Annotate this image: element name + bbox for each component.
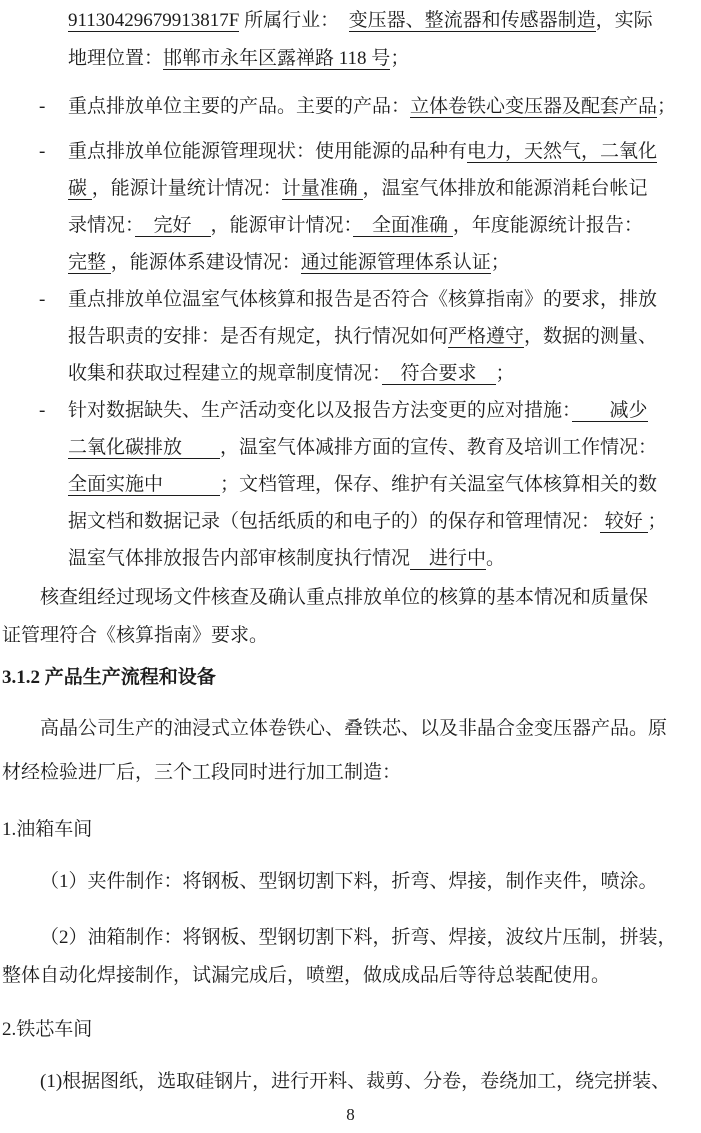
- text-segment: 地理位置：: [68, 48, 164, 69]
- paragraph: [2, 919, 701, 995]
- underlined-text-segment: 较好: [600, 511, 648, 532]
- text-line: [68, 88, 701, 125]
- bullet-list-item: [2, 133, 701, 281]
- text-segment: ；: [657, 96, 677, 117]
- text-line: [68, 429, 701, 466]
- text-line: [68, 540, 701, 577]
- bullet-list-item: [2, 281, 701, 392]
- text-segment: 重点排放单位能源管理现状：使用能源的品种有: [68, 141, 468, 162]
- underlined-text-segment: 进行中: [410, 548, 487, 569]
- underlined-text-segment: 完整: [68, 252, 111, 273]
- underlined-text-segment: 全面准确: [353, 215, 453, 236]
- text-line: [2, 617, 701, 655]
- text-segment: ；: [390, 48, 410, 69]
- text-segment: 3.1.2 产品生产流程和设备: [2, 667, 216, 688]
- underlined-text-segment: 电力，天然气，二氧化: [467, 141, 658, 162]
- text-segment: ，能源审计情况：: [210, 215, 354, 236]
- text-segment: 1.油箱车间: [2, 819, 93, 840]
- text-line: [68, 2, 701, 40]
- text-line: [68, 503, 701, 540]
- text-line: [68, 40, 701, 78]
- section-heading: [2, 659, 701, 697]
- text-segment: 针对数据缺失、生产活动变化以及报告方法变更的应对措施：: [68, 400, 572, 421]
- text-segment: ；文档管理，保存、维护有关温室气体核算相关的数: [220, 474, 658, 495]
- text-line: [68, 466, 701, 503]
- text-line: [2, 751, 701, 795]
- text-segment: 重点排放单位主要的产品。主要的产品：: [68, 96, 411, 117]
- text-line: [68, 392, 701, 429]
- text-segment: 2.铁芯车间: [2, 1019, 93, 1040]
- text-line: [2, 1011, 701, 1049]
- paragraph: [2, 1011, 701, 1049]
- text-segment: ，数据的测量、: [524, 326, 658, 347]
- text-line: [68, 281, 701, 318]
- text-segment: 温室气体排放报告内部审核制度执行情况: [68, 548, 411, 569]
- paragraph: [2, 1063, 701, 1101]
- text-segment: 录情况：: [68, 215, 135, 236]
- text-segment: 收集和获取过程建立的规章制度情况：: [68, 363, 382, 384]
- underlined-text-segment: 二氧化碳排放: [68, 437, 221, 458]
- text-segment: 材经检验进厂后，三个工段同时进行加工制造：: [2, 762, 402, 783]
- text-line: [68, 207, 701, 244]
- text-segment: (1)根据图纸，选取硅钢片，进行开料、裁剪、分卷，卷绕加工，绕完拼装、: [40, 1071, 671, 1092]
- text-line: [68, 170, 701, 207]
- text-segment: ，实际: [595, 10, 653, 31]
- underlined-text-segment: 邯郸市永年区露禅路 118 号: [163, 48, 391, 69]
- text-segment: ，温室气体减排方面的宣传、教育及培训工作情况：: [220, 437, 658, 458]
- text-segment: ，温室气体排放和能源消耗台帐记: [362, 178, 648, 199]
- text-segment: 整体自动化焊接制作，试漏完成后，喷塑，做成成品后等待总装配使用。: [2, 965, 611, 986]
- text-line: [2, 1063, 701, 1101]
- text-segment: ，年度能源统计报告：: [452, 215, 643, 236]
- underlined-text-segment: 完好: [134, 215, 211, 236]
- underlined-text-segment: 严格遵守: [448, 326, 525, 347]
- underlined-text-segment: 符合要求: [381, 363, 496, 384]
- text-line: [68, 355, 701, 392]
- bullet-dash-icon: -: [39, 289, 46, 310]
- text-line: [2, 579, 701, 617]
- bullet-dash-icon: -: [39, 400, 46, 421]
- paragraph: [2, 707, 701, 795]
- text-segment: 所属行业：: [239, 10, 349, 31]
- paragraph: [2, 2, 701, 78]
- text-line: [68, 133, 701, 170]
- paragraph: [2, 811, 701, 849]
- text-segment: ，能源体系建设情况：: [110, 252, 301, 273]
- underlined-text-segment: 91130429679913817F: [68, 10, 240, 31]
- text-segment: 证管理符合《核算指南》要求。: [2, 625, 269, 646]
- text-segment: ；: [495, 363, 515, 384]
- paragraph: [2, 863, 701, 901]
- underlined-text-segment: 全面实施中: [68, 474, 221, 495]
- bullet-list-item: [2, 392, 701, 577]
- text-line: [68, 244, 701, 281]
- page-number: 8: [346, 1105, 355, 1124]
- text-segment: 。: [486, 548, 506, 569]
- text-segment: 据文档和数据记录（包括纸质的和电子的）的保存和管理情况：: [68, 511, 601, 532]
- underlined-text-segment: 减少: [571, 400, 648, 421]
- text-line: [2, 811, 701, 849]
- text-segment: 重点排放单位温室气体核算和报告是否符合《核算指南》的要求，排放: [68, 289, 658, 310]
- text-segment: 报告职责的安排：是否有规定，执行情况如何: [68, 326, 449, 347]
- text-line: [2, 919, 701, 957]
- text-segment: ，能源计量统计情况：: [91, 178, 282, 199]
- text-segment: 高晶公司生产的油浸式立体卷铁心、叠铁芯、以及非晶合金变压器产品。原: [40, 718, 668, 739]
- text-segment: （2）油箱制作：将钢板、型钢切割下料，折弯、焊接，波纹片压制，拼装，: [40, 927, 677, 948]
- underlined-text-segment: 计量准确: [281, 178, 363, 199]
- bullet-dash-icon: -: [39, 96, 46, 117]
- text-segment: 核查组经过现场文件核查及确认重点排放单位的核算的基本情况和质量保: [40, 587, 649, 608]
- text-line: [2, 659, 701, 697]
- underlined-text-segment: 变压器、整流器和传感器制造: [348, 10, 596, 31]
- text-segment: ；: [490, 252, 510, 273]
- text-line: [2, 863, 701, 901]
- text-segment: （1）夹件制作：将钢板、型钢切割下料，折弯、焊接，制作夹件，喷涂。: [40, 871, 658, 892]
- text-line: [2, 707, 701, 751]
- underlined-text-segment: 立体卷铁心变压器及配套产品: [410, 96, 658, 117]
- text-line: [2, 957, 701, 995]
- text-segment: ；: [647, 511, 667, 532]
- bullet-list-item: [2, 88, 701, 125]
- bullet-dash-icon: -: [39, 141, 46, 162]
- underlined-text-segment: 通过能源管理体系认证: [300, 252, 491, 273]
- underlined-text-segment: 碳: [68, 178, 92, 199]
- paragraph: [2, 579, 701, 655]
- text-line: [68, 318, 701, 355]
